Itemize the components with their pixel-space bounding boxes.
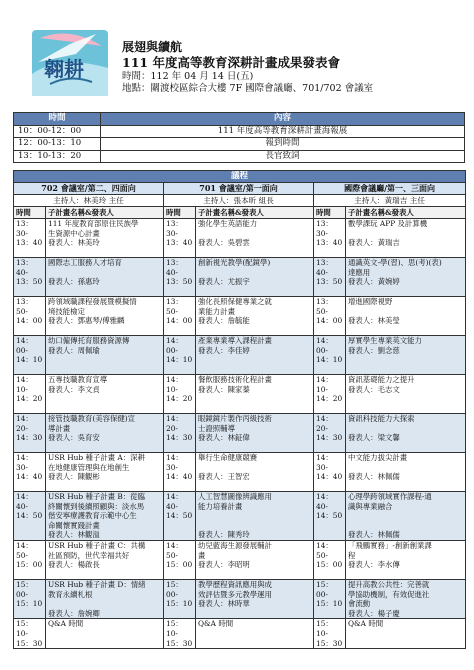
session-time: 14：30- 14：40 bbox=[314, 453, 346, 492]
session-topic: 厚實學生專業英文能力 發表人：劉念慈 bbox=[346, 336, 466, 375]
session-time: 15：00- 15：10 bbox=[164, 579, 196, 618]
session-topic: 資訊基礎能力之提升 發表人：毛志文 bbox=[346, 375, 466, 414]
session-topic: 數學課玩 APP 及計算機 發表人：黃瑞吉 bbox=[346, 219, 466, 258]
program-row bbox=[14, 336, 466, 375]
session-time: 13：40- 13：50 bbox=[164, 258, 196, 297]
schedule-time: 12：00-13：10 bbox=[14, 138, 101, 151]
session-time: 13：50- 14：00 bbox=[314, 297, 346, 336]
session-topic: 「飛鵬實務」-創新創業課 程 發表人：李水傳 bbox=[346, 540, 466, 579]
program-row bbox=[14, 414, 466, 453]
session-time: 15：10- 15：30 bbox=[164, 619, 196, 649]
session-time: 14：10- 14：20 bbox=[164, 375, 196, 414]
column-label-time: 時間 bbox=[314, 207, 346, 219]
session-time: 13：40- 13：50 bbox=[14, 258, 46, 297]
program-table bbox=[13, 170, 466, 649]
session-topic: 強化學生英語能力 發表人：吳碧雲 bbox=[196, 219, 314, 258]
room-host: 主持人：黃瑞吉 主任 bbox=[314, 195, 466, 207]
session-time: 14：40- 14：50 bbox=[164, 492, 196, 541]
column-label-time: 時間 bbox=[14, 207, 46, 219]
session-time: 14：20- 14：30 bbox=[314, 414, 346, 453]
schedule-time: 13：10-13：20 bbox=[14, 150, 101, 163]
schedule-header-time: 時間 bbox=[14, 113, 101, 126]
schedule-row bbox=[14, 125, 465, 138]
session-topic: Q&A 時間 bbox=[46, 619, 164, 649]
schedule-row bbox=[14, 150, 465, 163]
session-time: 15：00- 15：10 bbox=[314, 579, 346, 618]
session-time: 14：50- 15：00 bbox=[314, 540, 346, 579]
session-time: 14：40- 14：50 bbox=[14, 492, 46, 541]
room-host: 主持人：林美玲 主任 bbox=[14, 195, 164, 207]
schedule-time: 10：00-12：00 bbox=[14, 125, 101, 138]
session-topic: USR Hub 種子計畫 C：共構 社區預防，世代幸福共好 發表人：楊啟長 bbox=[46, 540, 164, 579]
program-row bbox=[14, 297, 466, 336]
session-time: 13：30- 13：40 bbox=[164, 219, 196, 258]
schedule-content: 長官致詞 bbox=[101, 150, 465, 163]
program-row bbox=[14, 492, 466, 541]
session-time: 13：50- 14：00 bbox=[164, 297, 196, 336]
session-topic: USR Hub 種子計畫 D：情緒 教育永續札根 發表人：詹婉卿 bbox=[46, 579, 164, 618]
session-topic: Q&A 時間 bbox=[346, 619, 466, 649]
session-topic: 資訊科技能力大探索 發表人：梁文馨 bbox=[346, 414, 466, 453]
program-row bbox=[14, 453, 466, 492]
room-name: 國際會議廳/第一、三面向 bbox=[314, 183, 466, 195]
session-time: 14：00- 14：10 bbox=[14, 336, 46, 375]
schedule-content: 報到時間 bbox=[101, 138, 465, 151]
column-label-time: 時間 bbox=[164, 207, 196, 219]
room-host: 主持人：張本昕 組長 bbox=[164, 195, 314, 207]
schedule-content: 111 年度高等教育深耕計畫海報展 bbox=[101, 125, 465, 138]
session-topic: 國際志工服務人才培育 發表人：孫惠玲 bbox=[46, 258, 164, 297]
session-time: 14：50- 15：00 bbox=[164, 540, 196, 579]
session-topic: 人工智慧圖像辨識應用 能力培養計畫 發表人：陳秀玲 bbox=[196, 492, 314, 541]
session-time: 14：20- 14：30 bbox=[164, 414, 196, 453]
room-name: 702 會議室/第二、四面向 bbox=[14, 183, 164, 195]
session-topic: 餐飲服務技術化程計畫 發表人：陳家蓁 bbox=[196, 375, 314, 414]
event-title: 111 年度高等教育深耕計畫成果發表會 bbox=[122, 55, 340, 70]
session-topic: 提升高教公共性：完善就 學協助機制，有效促進社 會流動 發表人：楊子慶 bbox=[346, 579, 466, 618]
session-time: 14：10- 14：20 bbox=[314, 375, 346, 414]
column-label-topic: 子計畫名稱&發表人 bbox=[46, 207, 164, 219]
session-time: 14：40- 14：50 bbox=[314, 492, 346, 541]
session-topic: 幼兒藍海生源發展輔計 畫 發表人：李昭明 bbox=[196, 540, 314, 579]
program-row bbox=[14, 540, 466, 579]
session-time: 14：10- 14：20 bbox=[14, 375, 46, 414]
session-topic: 五專技職教育宣導 發表人：李文貞 bbox=[46, 375, 164, 414]
session-topic: USR Hub 種子計畫 A：深耕 在地健康管理與在地創生 發表人：陳觀彬 bbox=[46, 453, 164, 492]
event-subtitle: 展翅與續航 bbox=[122, 40, 183, 54]
session-topic: 強化長照保健專業之就 業能力計畫 發表人：詹毓能 bbox=[196, 297, 314, 336]
session-time: 14：50- 15：00 bbox=[14, 540, 46, 579]
session-topic: 幼口僱傳托育服務資源傳 發表人：周佩瑜 bbox=[46, 336, 164, 375]
session-topic: 舉行生命健康競賽 發表人：王智宏 bbox=[196, 453, 314, 492]
session-time: 15：00- 15：10 bbox=[14, 579, 46, 618]
session-topic: 增進國際視野 發表人：林美瑩 bbox=[346, 297, 466, 336]
session-time: 13：30- 13：40 bbox=[314, 219, 346, 258]
event-logo bbox=[30, 24, 110, 102]
session-time: 14：30- 14：40 bbox=[164, 453, 196, 492]
program-row bbox=[14, 579, 466, 618]
session-topic: 接管技職教育(美容保健)宣 導計畫 發表人：吳育安 bbox=[46, 414, 164, 453]
logo-text: 翱耕 bbox=[44, 57, 84, 81]
session-time: 14：00- 14：10 bbox=[164, 336, 196, 375]
session-topic: 心理學跨領域實作課程-通 識與專業融合 發表人：林佩儒 bbox=[346, 492, 466, 541]
program-row bbox=[14, 375, 466, 414]
event-date: 時間：112 年 04 月 14 日(五) bbox=[122, 70, 254, 82]
session-topic: USR Hub 種子計畫 B：從臨 終關懷到後續照顧與：淡水馬 偕安寧療護教育示範中心生 命關懷實踐計畫 發表人：林觀溢 bbox=[46, 492, 164, 541]
schedule-table bbox=[13, 112, 465, 163]
session-time: 15：10- 15：30 bbox=[14, 619, 46, 649]
column-label-topic: 子計畫名稱&發表人 bbox=[346, 207, 466, 219]
session-topic: 產業專業導入課程計畫 發表人：李佳婷 bbox=[196, 336, 314, 375]
session-topic: 中文能力拔尖計畫 發表人：林佩儒 bbox=[346, 453, 466, 492]
session-time: 14：20- 14：30 bbox=[14, 414, 46, 453]
session-topic: 創新視光教學(配鏡學) 發表人：尤振宇 bbox=[196, 258, 314, 297]
session-topic: 眼鏡鏡片製作丙級技術 士證照輔導 發表人：林鉦偉 bbox=[196, 414, 314, 453]
program-row bbox=[14, 258, 466, 297]
session-time: 13：50- 14：00 bbox=[14, 297, 46, 336]
header-text bbox=[122, 40, 373, 94]
session-time: 13：40- 13：50 bbox=[314, 258, 346, 297]
schedule-row bbox=[14, 138, 465, 151]
session-topic: 111 年度教育部原住民族學 生資源中心計畫 發表人：林美玲 bbox=[46, 219, 164, 258]
session-topic: 教學歷程資訊應用與成 效評估暨多元教學運用 發表人：林時華 bbox=[196, 579, 314, 618]
session-time: 15：10- 15：30 bbox=[314, 619, 346, 649]
session-topic: 通識英文-學(習)、思(考)(表) 達應用 發表人：黃婉婷 bbox=[346, 258, 466, 297]
program-title: 議程 bbox=[14, 171, 466, 183]
room-name: 701 會議室/第一面向 bbox=[164, 183, 314, 195]
column-label-topic: 子計畫名稱&發表人 bbox=[196, 207, 314, 219]
session-time: 13：30- 13：40 bbox=[14, 219, 46, 258]
schedule-header-content: 內容 bbox=[101, 113, 465, 126]
event-place: 地點：關渡校區綜合大樓 7F 國際會議廳、701/702 會議室 bbox=[122, 82, 374, 94]
program-row bbox=[14, 219, 466, 258]
program-row bbox=[14, 619, 466, 649]
session-time: 14：30- 14：40 bbox=[14, 453, 46, 492]
session-topic: Q&A 時間 bbox=[196, 619, 314, 649]
session-time: 14：00- 14：10 bbox=[314, 336, 346, 375]
session-topic: 跨領域職課程發展暨模擬情 境技能檢定 發表人：鄧惠琴/傅雅麟 bbox=[46, 297, 164, 336]
